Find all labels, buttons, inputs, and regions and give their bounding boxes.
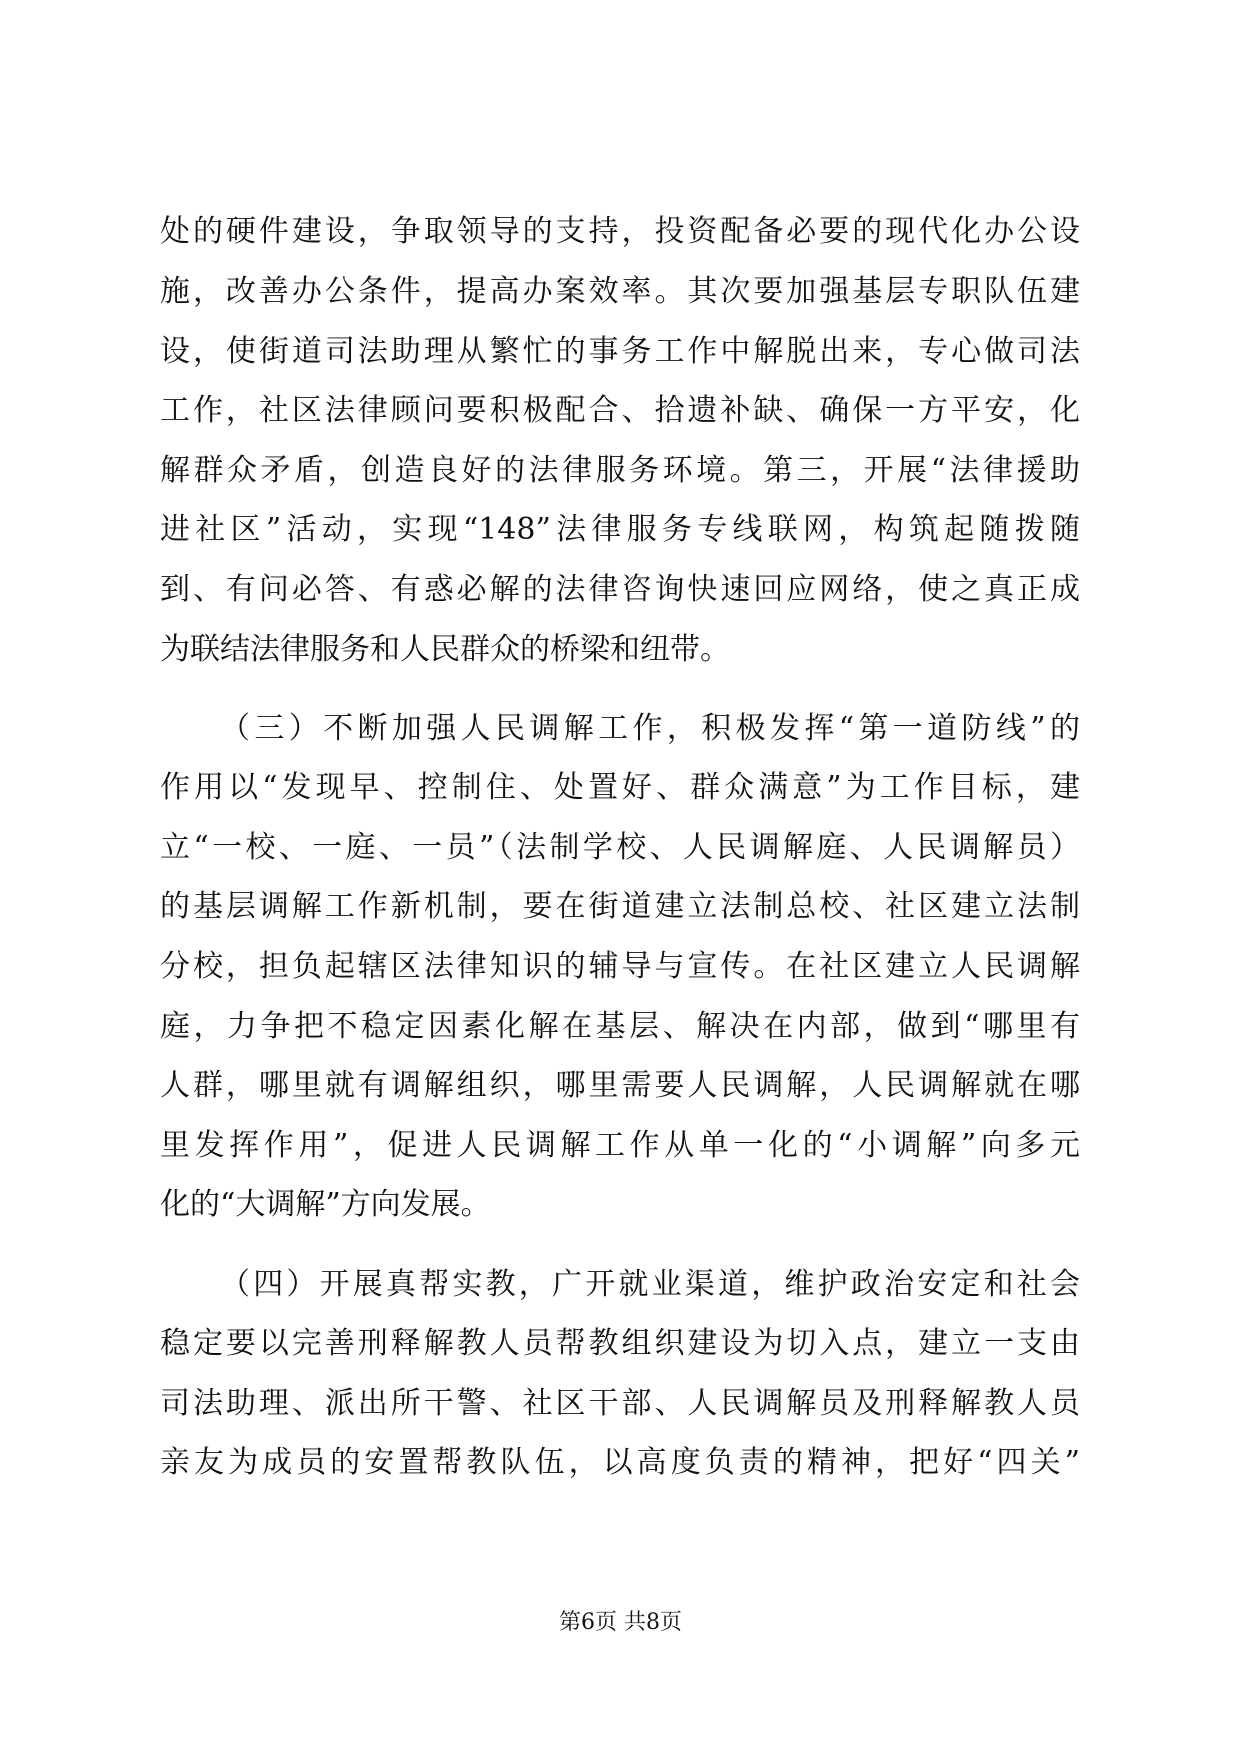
body-line-20: 司法助理、派出所干警、社区干部、人民调解员及刑释解教人员 [160,1386,1080,1421]
body-line-1: 处的硬件建设，争取领导的支持，投资配备必要的现代化办公设 [160,214,1080,249]
body-line-8: 为联结法律服务和人民群众的桥梁和纽带。 [160,632,730,667]
body-line-2: 施，改善办公条件，提高办案效率。其次要加强基层专职队伍建 [160,274,1080,309]
body-line-17: 化的“大调解”方向发展。 [160,1187,491,1222]
body-line-21: 亲友为成员的安置帮教队伍，以高度负责的精神，把好“四关” [160,1445,1080,1480]
body-line-12: 的基层调解工作新机制，要在街道建立法制总校、社区建立法制 [160,889,1080,924]
body-line-7: 到、有问必答、有惑必解的法律咨询快速回应网络，使之真正成 [160,572,1080,607]
body-line-15: 人群，哪里就有调解组织，哪里需要人民调解，人民调解就在哪 [160,1068,1080,1103]
body-line-13: 分校，担负起辖区法律知识的辅导与宣传。在社区建立人民调解 [160,949,1080,984]
page-number-footer: 第6页 共8页 [559,1610,682,1635]
paragraph-4-line-1: （四）开展真帮实教，广开就业渠道，维护政治安定和社会 [220,1267,1080,1302]
body-line-19: 稳定要以完善刑释解教人员帮教组织建设为切入点，建立一支由 [160,1326,1080,1361]
body-line-16: 里发挥作用”，促进人民调解工作从单一化的“小调解”向多元 [160,1128,1080,1163]
body-line-14: 庭，力争把不稳定因素化解在基层、解决在内部，做到“哪里有 [160,1009,1080,1044]
body-line-5: 解群众矛盾，创造良好的法律服务环境。第三，开展“法律援助 [160,453,1080,488]
body-line-3: 设，使街道司法助理从繁忙的事务工作中解脱出来，专心做司法 [160,334,1080,369]
body-line-11: 立“一校、一庭、一员”（法制学校、人民调解庭、人民调解员） [160,830,1080,865]
body-line-6: 进社区”活动，实现“148”法律服务专线联网，构筑起随拨随 [160,512,1080,547]
body-line-4: 工作，社区法律顾问要积极配合、拾遗补缺、确保一方平安，化 [160,393,1080,428]
body-line-10: 作用以“发现早、控制住、处置好、群众满意”为工作目标，建 [160,770,1080,805]
paragraph-3-line-1: （三）不断加强人民调解工作，积极发挥“第一道防线”的 [220,711,1080,746]
